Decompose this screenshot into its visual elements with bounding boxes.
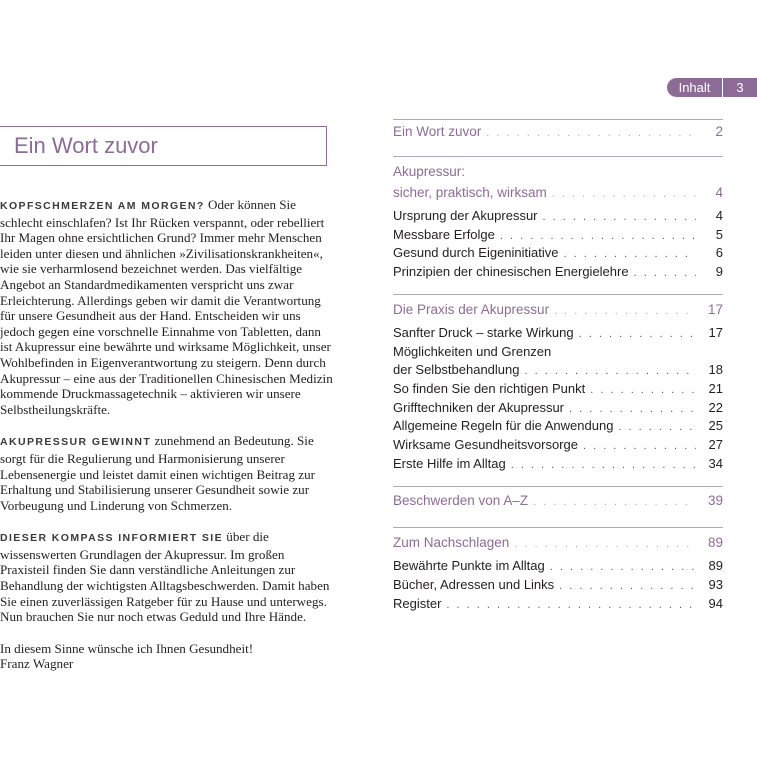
leader-dots xyxy=(511,459,696,471)
paragraph-lead: DIESER KOMPASS INFORMIERT SIE xyxy=(0,532,224,545)
toc-page: 6 xyxy=(715,245,723,260)
closing-line: In diesem Sinne wünsche ich Ihnen Gesundheit! xyxy=(0,640,254,656)
leader-dots xyxy=(446,599,696,611)
leader-dots xyxy=(550,561,696,573)
paragraph-lead: KOPFSCHMERZEN AM MORGEN? xyxy=(0,200,205,212)
toc-page: 2 xyxy=(715,124,723,139)
intro-body xyxy=(0,197,336,672)
toc-item[interactable] xyxy=(393,596,723,614)
leader-dots xyxy=(500,230,696,242)
toc-item[interactable] xyxy=(393,381,723,399)
section-divider xyxy=(393,527,723,528)
chapter-tab xyxy=(667,78,757,97)
toc-item[interactable] xyxy=(393,456,723,474)
section-divider xyxy=(393,156,723,157)
author-name: Franz Wagner xyxy=(0,656,74,672)
toc-item[interactable] xyxy=(393,227,723,245)
toc-page: 89 xyxy=(707,535,723,550)
toc-label: Beschwerden von A–Z xyxy=(393,493,529,508)
toc-label: Allgemeine Regeln für die Anwendung xyxy=(393,418,614,433)
toc-item[interactable] xyxy=(393,400,723,418)
toc-page: 9 xyxy=(715,264,723,279)
toc-section-line: Akupressur: xyxy=(393,164,466,179)
leader-dots xyxy=(569,403,696,415)
toc-page: 34 xyxy=(708,456,723,471)
toc-label: der Selbstbehandlung xyxy=(393,362,520,377)
leader-dots xyxy=(543,211,696,223)
leader-dots xyxy=(579,328,696,340)
leader-dots xyxy=(564,248,697,260)
toc-label: So finden Sie den richtigen Punkt xyxy=(393,381,586,396)
page-number: 3 xyxy=(736,80,744,95)
toc-label: sicher, praktisch, wirksam xyxy=(393,185,547,200)
toc-page: 21 xyxy=(708,381,723,396)
toc-item[interactable] xyxy=(393,208,723,226)
toc-label: Bücher, Adressen und Links xyxy=(393,577,555,592)
section-divider xyxy=(393,486,723,487)
leader-dots xyxy=(554,305,696,317)
toc-label: Gesund durch Eigeninitiative xyxy=(393,245,559,260)
section-divider xyxy=(393,294,723,295)
paragraph-text: Oder können Sie schlecht einschlafen? Ist Ihr Rücken verspannt, oder rebelliert Ihr Magen ohne ersichtlichen Grund? Immer mehr Menschen leiden unter diesen und ähnlichen »Zivilisationskrankheiten«, wie sie verharmlosend bezeichnet werden. Das vielfältige Angebot an Standardmedikamenten verspricht uns zwar Erleichterung. Allerdings geben wir damit die Verantwortung für unsere Gesundheit aus der Hand. Entscheiden wir uns jedoch gegen eine vorschnelle Einnahme von Tabletten, dann ist Akupressur eine bewährte und wirksame Möglichkeit, unser Wohlbefinden in Eigenverantwortung zu steigern. Denn durch Akupressur – eine aus der Traditionellen Chinesischen Medizin kommende Druckmassagetechnik – aktivieren wir unsere Selbstheilungskräfte. xyxy=(0,197,333,417)
toc-section[interactable] xyxy=(393,493,723,511)
toc-item[interactable] xyxy=(393,264,723,282)
toc-label: Wirksame Gesundheitsvorsorge xyxy=(393,437,578,452)
intro-title-box xyxy=(0,126,327,166)
toc-page: 94 xyxy=(708,596,723,611)
chapter-tab-title: Inhalt xyxy=(678,80,711,95)
toc-section[interactable] xyxy=(393,302,723,320)
paragraph-lead: AKUPRESSUR GEWINNT xyxy=(0,436,152,449)
toc-label: Ein Wort zuvor xyxy=(393,124,482,139)
intro-title: Ein Wort zuvor xyxy=(14,133,158,158)
toc-page: 89 xyxy=(708,558,723,573)
toc-page: 25 xyxy=(708,418,723,433)
toc-item[interactable] xyxy=(393,558,723,576)
toc-page: 39 xyxy=(707,493,723,508)
toc-page: 27 xyxy=(708,437,723,452)
toc-item[interactable] xyxy=(393,245,723,263)
toc-section[interactable] xyxy=(393,124,723,142)
leader-dots xyxy=(583,440,696,452)
toc-item[interactable] xyxy=(393,325,723,343)
paragraph-text: über die wissenswerten Grundlagen der Akupressur. Im großen Praxisteil finden Sie dann verständliche Anleitungen zur Behandlung der wichtigsten Alltagsbeschwerden. Damit haben Sie einen zuverlässigen Ratgeber für zu Hause und unterwegs. Nun brauchen Sie nur noch etwas Geduld und Ihre Hände. xyxy=(0,529,330,625)
toc-page: 5 xyxy=(715,227,723,242)
leader-dots xyxy=(618,421,696,433)
toc-item-line: Möglichkeiten und Grenzen xyxy=(393,344,552,359)
toc-label: Erste Hilfe im Alltag xyxy=(393,456,506,471)
toc-label: Register xyxy=(393,596,442,611)
leader-dots xyxy=(634,267,696,279)
section-divider xyxy=(393,119,723,120)
leader-dots xyxy=(590,384,696,396)
toc-item[interactable] xyxy=(393,577,723,595)
leader-dots xyxy=(514,538,696,550)
toc-item[interactable] xyxy=(393,362,723,380)
toc-section[interactable] xyxy=(393,535,723,553)
toc-page: 4 xyxy=(715,185,723,200)
leader-dots xyxy=(533,496,696,508)
toc-label: Prinzipien der chinesischen Energielehre xyxy=(393,264,629,279)
intro-paragraph xyxy=(0,433,336,513)
toc-page: 17 xyxy=(708,325,723,340)
toc-label: Ursprung der Akupressur xyxy=(393,208,538,223)
toc-label: Grifftechniken der Akupressur xyxy=(393,400,565,415)
toc-page: 93 xyxy=(708,577,723,592)
leader-dots xyxy=(486,127,696,139)
toc-item[interactable] xyxy=(393,437,723,455)
toc-item[interactable] xyxy=(393,418,723,436)
leader-dots xyxy=(552,188,696,200)
toc-label: Messbare Erfolge xyxy=(393,227,495,242)
toc-label: Sanfter Druck – starke Wirkung xyxy=(393,325,574,340)
toc-page: 17 xyxy=(707,302,723,317)
toc-page: 4 xyxy=(715,208,723,223)
leader-dots xyxy=(559,580,696,592)
toc-section[interactable] xyxy=(393,185,723,203)
intro-paragraph xyxy=(0,197,336,417)
toc-page: 22 xyxy=(708,400,723,415)
toc-page: 18 xyxy=(708,362,723,377)
leader-dots xyxy=(525,365,697,377)
paragraph-text: zunehmend an Bedeutung. Sie sorgt für die Regulierung und Harmonisierung unserer Lebensenergie und leistet damit einen wichtigen Beitrag zur Erhaltung und Stabilisierung unserer Gesundheit sowie zur Vorbeugung und Linderung von Schmerzen. xyxy=(0,433,315,513)
toc-label: Bewährte Punkte im Alltag xyxy=(393,558,545,573)
intro-paragraph xyxy=(0,529,336,625)
toc-label: Zum Nachschlagen xyxy=(393,535,510,550)
toc-label: Die Praxis der Akupressur xyxy=(393,302,550,317)
